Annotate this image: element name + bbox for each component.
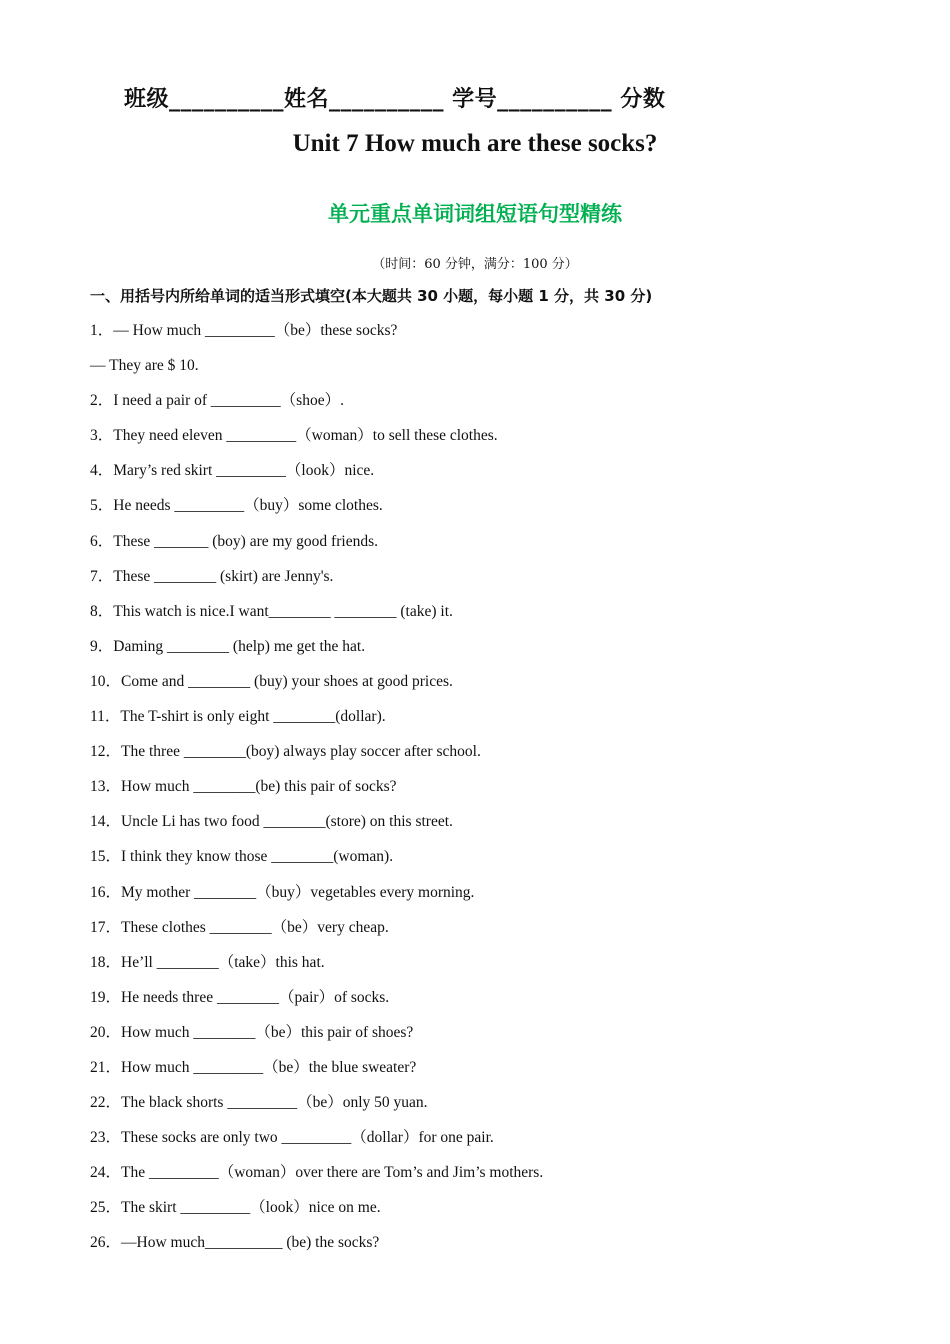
question-item: 11．The T-shirt is only eight ________(dollar).: [90, 708, 386, 726]
question-item: 5．He needs _________（buy）some clothes.: [90, 497, 383, 515]
question-item: 20．How much ________（be）this pair of shoes?: [90, 1023, 414, 1041]
question-item: 14．Uncle Li has two food ________(store) on this street.: [90, 813, 453, 831]
question-item: 21．How much _________（be）the blue sweater?: [90, 1058, 417, 1076]
question-item: 26．—How much__________ (be) the socks?: [90, 1234, 380, 1252]
question-item: 3．They need eleven _________（woman）to sell these clothes.: [90, 427, 498, 445]
page-title: Unit 7 How much are these socks?: [292, 130, 658, 157]
question-list: [90, 319, 890, 1267]
question-item: 13．How much ________(be) this pair of socks?: [90, 778, 397, 796]
question-item: 8．This watch is nice.I want________ ________ (take) it.: [90, 602, 453, 620]
question-item: 6．These _______ (boy) are my good friends.: [90, 532, 378, 550]
question-item: 18．He’ll ________（take）this hat.: [90, 953, 325, 971]
question-item: 1．— How much _________（be）these socks?: [90, 322, 398, 339]
student-info-line: 班级__________姓名__________ 学号__________ 分数: [124, 87, 666, 112]
question-answer-line: — They are $ 10.: [90, 357, 199, 375]
page-subtitle: 单元重点单词词组短语句型精练: [328, 202, 622, 226]
question-item: 10．Come and ________ (buy) your shoes at good prices.: [90, 672, 453, 690]
question-item: 16．My mother ________（buy）vegetables every morning.: [90, 883, 475, 901]
question-item: 4．Mary’s red skirt _________（look）nice.: [90, 462, 375, 480]
section-heading: 一、用括号内所给单词的适当形式填空(本大题共 30 小题，每小题 1 分，共 30 分): [90, 287, 653, 305]
question-item: 7．These ________ (skirt) are Jenny's.: [90, 567, 334, 585]
question-item: 9．Daming ________ (help) me get the hat.: [90, 637, 366, 655]
question-item: 2．I need a pair of _________（shoe）.: [90, 392, 344, 410]
question-item: 25．The skirt _________（look）nice on me.: [90, 1199, 381, 1217]
question-item: 19．He needs three ________（pair）of socks.: [90, 988, 390, 1006]
question-item: 15．I think they know those ________(woman).: [90, 848, 394, 866]
question-item: 12．The three ________(boy) always play soccer after school.: [90, 743, 481, 761]
question-item: 23．These socks are only two _________（dollar）for one pair.: [90, 1129, 494, 1147]
question-item: 17．These clothes ________（be）very cheap.: [90, 918, 389, 936]
time-note: （时间：60 分钟，满分：100 分）: [372, 257, 578, 272]
question-item: 22．The black shorts _________（be）only 50 yuan.: [90, 1094, 428, 1112]
question-item: 24．The _________（woman）over there are Tom’s and Jim’s mothers.: [90, 1164, 544, 1182]
